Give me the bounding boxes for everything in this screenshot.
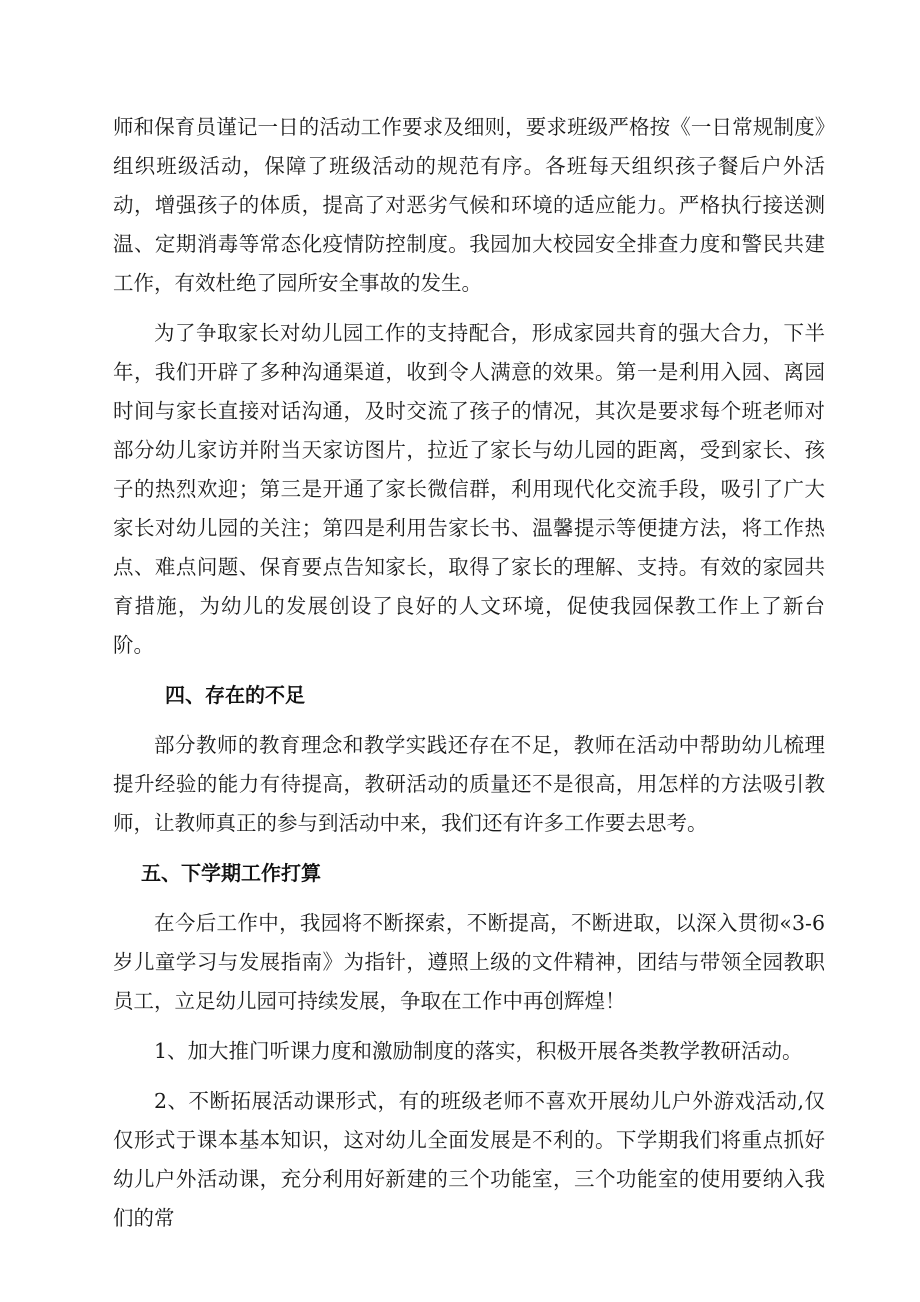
list-item-1: 1、加大推门听课力度和激励制度的落实，积极开展各类教学教研活动。 <box>154 1039 803 1063</box>
document-body <box>113 108 825 1249</box>
section-heading-next-semester-plan: 五、下学期工作打算 <box>141 861 321 885</box>
paragraph-future-work: 在今后工作中，我园将不断探索，不断提高，不断进取，以深入贯彻«3-6岁儿童学习与发展指南》为指针，遵照上级的文件精神，团结与带领全园教职员工，立足幼儿园可持续发展，争取在工作中再创辉煌！ <box>113 911 825 1013</box>
paragraph-continuation: 师和保育员谨记一日的活动工作要求及细则，要求班级严格按《一日常规制度》组织班级活动，保障了班级活动的规范有序。各班每天组织孩子餐后户外活动，增强孩子的体质，提高了对恶劣气候和环境的适应能力。严格执行接送测温、定期消毒等常态化疫情防控制度。我园加大校园安全排查力度和警民共建工作，有效杜绝了园所安全事故的发生。 <box>113 115 825 295</box>
paragraph-home-school-cooperation: 为了争取家长对幼儿园工作的支持配合，形成家园共育的强大合力，下半年，我们开辟了多种沟通渠道，收到令人满意的效果。第一是利用入园、离园时间与家长直接对话沟通，及时交流了孩子的情况，其次是要求每个班老师对部分幼儿家访并附当天家访图片，拉近了家长与幼儿园的距离，受到家长、孩子的热烈欢迎；第三是开通了家长微信群，利用现代化交流手段，吸引了广大家长对幼儿园的关注；第四是利用告家长书、温馨提示等便捷方法，将工作热点、难点问题、保育要点告知家长，取得了家长的理解、支持。有效的家园共育措施，为幼儿的发展创设了良好的人文环境，促使我园保教工作上了新台阶。 <box>113 321 825 657</box>
list-item-2: 2、不断拓展活动课形式，有的班级老师不喜欢开展幼儿户外游戏活动,仅仅形式于课本基本知识，这对幼儿全面发展是不利的。下学期我们将重点抓好幼儿户外活动课，充分利用好新建的三个功能室，三个功能室的使用要纳入我们的常 <box>113 1089 825 1230</box>
paragraph-shortcomings: 部分教师的教育理念和教学实践还存在不足，教师在活动中帮助幼儿梳理提升经验的能力有待提高，教研活动的质量还不是很高，用怎样的方法吸引教师，让教师真正的参与到活动中来，我们还有许多工作要去思考。 <box>113 733 825 835</box>
section-heading-shortcomings: 四、存在的不足 <box>165 683 305 707</box>
